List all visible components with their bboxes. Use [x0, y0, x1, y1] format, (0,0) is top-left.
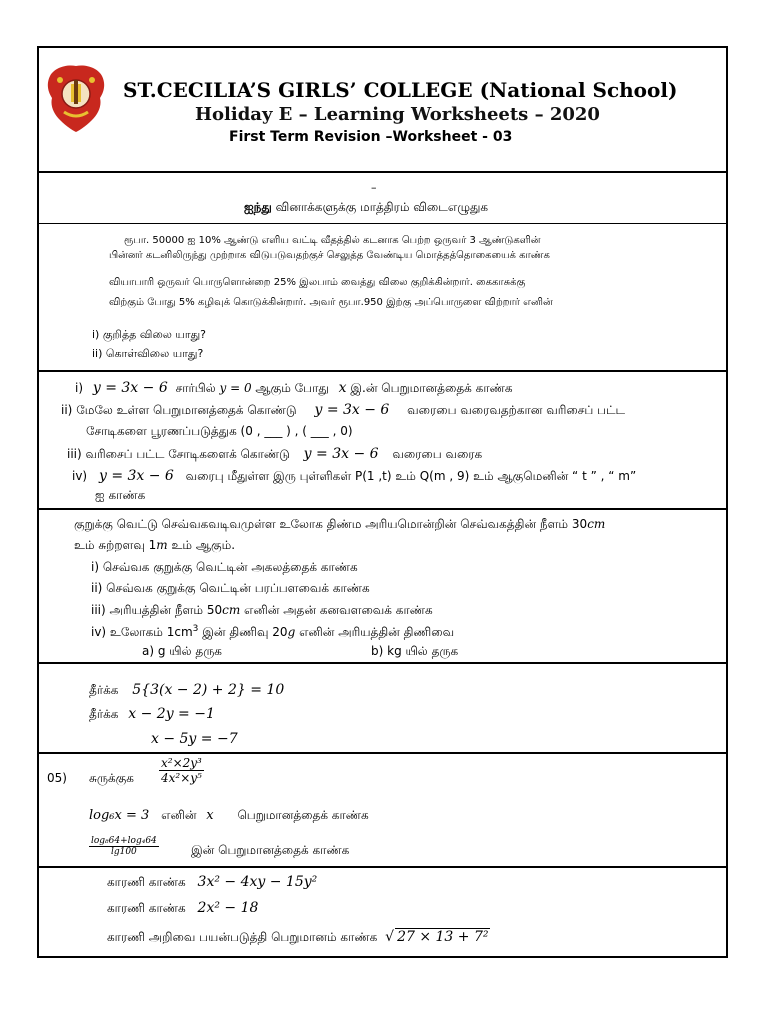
- q3-line2: [74, 538, 235, 554]
- q3-line1: [74, 517, 605, 533]
- q2-part-i: [75, 380, 513, 397]
- q1-line2: பின்னர் கடனிலிருந்து முற்றாக விடுபடுவதற்குச் செலுத்த வேண்டிய மொத்தத்தொகையைக் காண்க: [109, 250, 550, 261]
- q3-option-a: a) g யில் தருக: [142, 644, 222, 658]
- q5-log-find: பெறுமானத்தைக் காண்க: [237, 808, 369, 822]
- instruction-bold: ஐந்து: [244, 200, 272, 214]
- q2-iii-number: iii): [67, 447, 82, 461]
- q6-factor-label-1: காரணி காண்க: [107, 875, 186, 889]
- q5-fraction: [159, 756, 204, 785]
- q4-equation-2: x − 2y = −1: [128, 706, 215, 722]
- q4-solve-label-2: தீர்க்க: [89, 707, 119, 721]
- q3-iv-text-b: இன் திணிவு 20: [198, 625, 288, 639]
- q2-ii-pairs: சோடிகளை பூரணப்படுத்துக (0 , ___ ) , ( ___ , 0): [86, 424, 353, 438]
- divider-3: [39, 508, 726, 510]
- q2-iii-text-a: வரிசைப் பட்ட சோடிகளைக் கொண்டு: [85, 447, 290, 461]
- q5-log-equation: log₆x = 3: [89, 808, 150, 823]
- q1-line4: விற்கும் போது 5% கழிவுக் கொடுக்கின்றார். அவர் ரூபா.950 இற்கு அப்பொருளை விற்றார் எனின்: [109, 297, 553, 308]
- q2-iii-equation: y = 3x − 6: [303, 446, 379, 462]
- q3-part-i: i) செவ்வக குறுக்கு வெட்டின் அகலத்தைக் காண்க: [91, 560, 358, 574]
- q6-factor-label-2: காரணி காண்க: [107, 901, 186, 915]
- q1-part-ii: ii) கொள்விலை யாது?: [92, 347, 204, 360]
- divider-6: [39, 866, 726, 868]
- q3-iii-unit: cm: [222, 603, 241, 617]
- q3-line2-text: உம் சுற்றளவு 1: [74, 538, 157, 552]
- q2-ii-number: ii): [61, 403, 73, 417]
- q2-part-iii: [67, 446, 482, 463]
- divider-2: [39, 370, 726, 372]
- q2-i-x: x: [338, 380, 347, 396]
- q4-line1: [89, 682, 284, 699]
- q2-part-iv: [72, 468, 636, 485]
- q2-i-text-d: இ.ன் பெறுமானத்தைக் காண்க: [350, 381, 513, 395]
- q2-i-text-c: ஆகும் போது: [255, 381, 329, 395]
- worksheet-frame: [37, 46, 728, 958]
- q5-log-find2: இன் பெறுமானத்தைக் காண்க: [191, 843, 350, 857]
- q6-factor-label-3: காரணி அறிவை பயன்படுத்தி பெறுமானம் காண்க: [107, 930, 378, 944]
- q2-i-number: i): [75, 381, 84, 395]
- q3-part-iv: [91, 624, 454, 641]
- q5-fraction-denominator: 4x²×y⁵: [161, 771, 202, 785]
- q1-line3: வியாபாரி ஒருவர் பொருளொன்றை 25% இலபாம் வைத்து விலை குறிக்கின்றார். கைகாசுக்கு: [109, 277, 526, 288]
- q6-line3: காரணி அறிவை பயன்படுத்தி பெறுமானம் காண்க √ 27 × 13 + 7²: [107, 929, 489, 945]
- q4-equation-3: x − 5y = −7: [151, 731, 238, 747]
- q6-expression-1: 3x² − 4xy − 15y²: [197, 874, 318, 890]
- header-divider: [39, 171, 726, 173]
- q2-i-text-a: சார்பில்: [175, 381, 216, 395]
- divider-5: [39, 752, 726, 754]
- q3-line1-text: குறுக்கு வெட்டு செவ்வகவடிவமுள்ள உலோக திண்ம அரியமொன்றின் செவ்வகத்தின் நீளம் 30: [74, 517, 588, 531]
- q5-simplify-label: சுருக்குக: [89, 771, 134, 785]
- q3-option-b: b) kg யில் தருக: [371, 644, 459, 658]
- q2-ii-equation: y = 3x − 6: [314, 402, 390, 418]
- q5-fraction-numerator: x²×2y³: [161, 756, 202, 770]
- q2-equation: y = 3x − 6: [92, 380, 168, 396]
- q5-number: 05): [47, 771, 67, 785]
- q2-ii-text-a: மேலே உள்ள பெறுமானத்தைக் கொண்டு: [76, 403, 297, 417]
- q3-line1-unit: cm: [587, 517, 606, 531]
- instruction: [244, 200, 488, 216]
- q3-iv-text: iv) உலோகம் 1cm: [91, 625, 193, 639]
- q6-sqrt-expression: 27 × 13 + 7²: [397, 929, 489, 945]
- worksheet-term: First Term Revision –Worksheet - 03: [229, 129, 513, 145]
- q3-part-iii: [91, 603, 433, 619]
- q4-solve-label-1: தீர்க்க: [89, 683, 119, 697]
- q3-line2-unit: m: [156, 538, 168, 552]
- q2-part-ii: [61, 402, 625, 419]
- q3-iv-rest: எனின் அரியத்தின் திணிவை: [295, 625, 455, 639]
- q5-log-fraction-num: log₈64+log₄64: [91, 836, 157, 846]
- q5-log-fraction: [89, 836, 159, 857]
- q6-expression-2: 2x² − 18: [197, 900, 259, 916]
- q6-line2: [107, 900, 258, 917]
- q3-iii-text: iii) அரியத்தின் நீளம் 50: [91, 603, 223, 617]
- q2-iv-text-b: ஐ காண்க: [95, 488, 146, 502]
- q5-log-if: எனின்: [161, 808, 197, 822]
- q2-ii-text-b: வரைபை வரைவதற்கான வரிசைப் பட்ட: [407, 403, 626, 417]
- divider-4: [39, 662, 726, 664]
- q6-line1: [107, 874, 317, 891]
- q3-part-ii: ii) செவ்வக குறுக்கு வெட்டின் பரப்பளவைக் காண்க: [91, 581, 370, 595]
- q5-log-line: [89, 808, 369, 824]
- q3-iv-sup: 3: [192, 624, 199, 634]
- instruction-rest: வினாக்களுக்கு மாத்திரம் விடைஎழுதுக: [271, 200, 489, 214]
- q2-iv-number: iv): [72, 469, 88, 483]
- q1-line1: ரூபா. 50000 ஐ 10% ஆண்டு எளிய வட்டி வீதத்தில் கடனாக பெற்ற ஒருவர் 3 ஆண்டுகளின்: [124, 235, 541, 246]
- q4-equation-1: 5{3(x − 2) + 2} = 10: [132, 682, 285, 698]
- q3-iii-rest: எனின் அதன் கனவளவைக் காண்க: [240, 603, 433, 617]
- q2-i-y-zero: y = 0: [219, 381, 252, 395]
- divider-1: [39, 223, 726, 224]
- q2-iv-equation: y = 3x − 6: [98, 468, 174, 484]
- q5-log-x: x: [206, 808, 214, 823]
- q3-iv-unit: g: [287, 625, 296, 639]
- q1-part-i: i) குறித்த விலை யாது?: [92, 328, 206, 341]
- worksheet-subtitle: Holiday E – Learning Worksheets – 2020: [195, 104, 600, 125]
- q5-log-fraction-den: lg100: [110, 847, 137, 857]
- instruction-dash: –: [371, 181, 377, 194]
- q3-line2-rest: உம் ஆகும்.: [167, 538, 236, 552]
- q2-iii-text-b: வரைபை வரைக: [392, 447, 483, 461]
- q4-line2: [89, 706, 215, 723]
- school-title: ST.CECILIA’S GIRLS’ COLLEGE (National School): [123, 78, 678, 102]
- q2-iv-text-a: வரைபு மீதுள்ள இரு புள்ளிகள் P(1 ,t) உம் Q(m , 9) உம் ஆகுமெனின் “ t ” , “ m”: [185, 469, 637, 483]
